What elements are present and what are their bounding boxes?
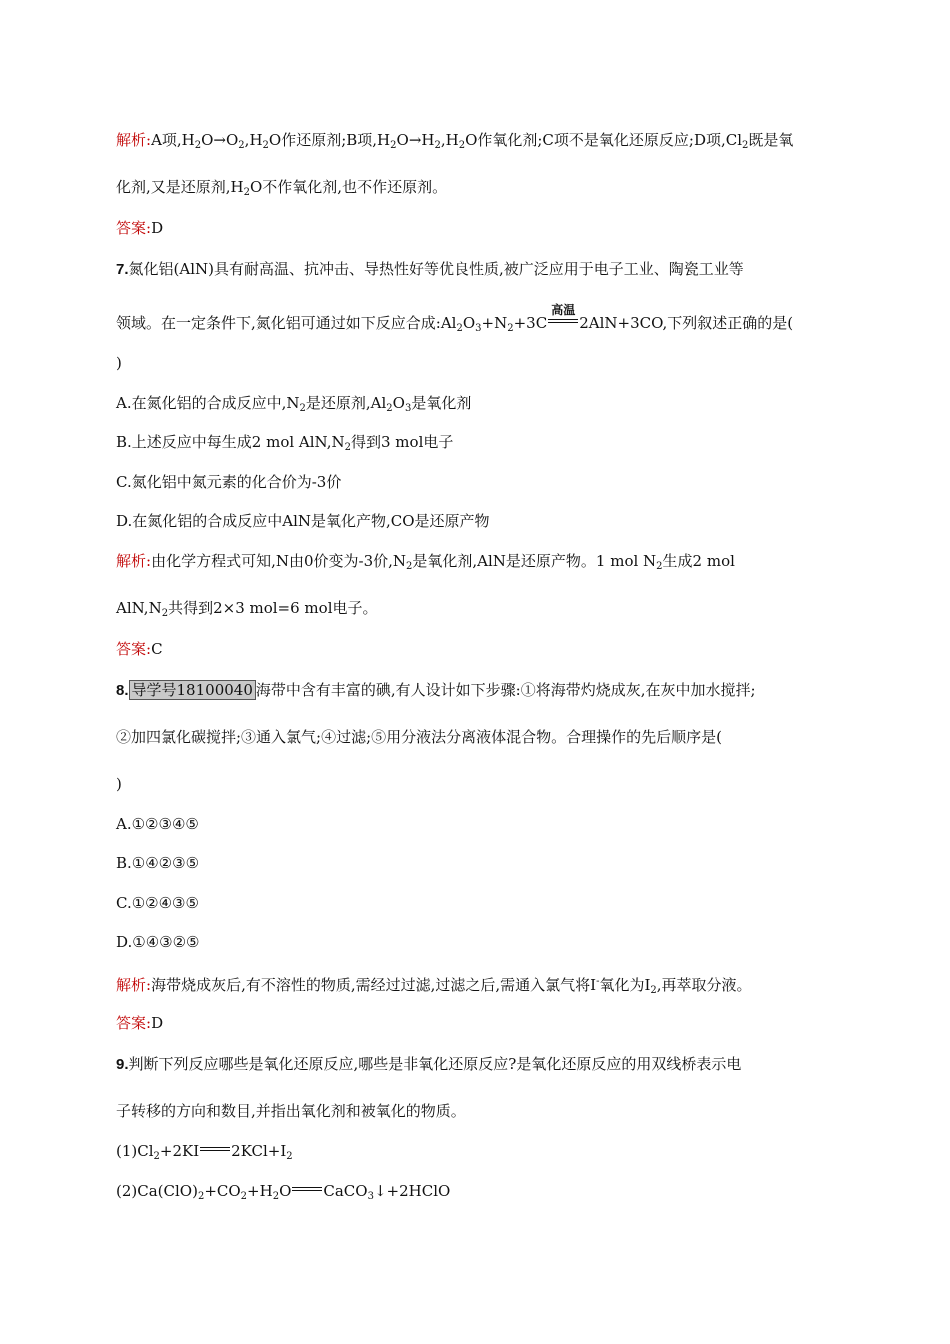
question-number: 7. [116, 261, 129, 278]
q9-stem-line-1: 9.判断下列反应哪些是氧化还原反应,哪些是非氧化还原反应?是氧化还原反应的用双线桥表示电 [116, 1055, 742, 1073]
answer-label: 答案: [116, 1014, 152, 1032]
analysis-label: 解析: [116, 131, 152, 149]
q7-stem-line-3: ) [116, 354, 122, 372]
answer-value: D [151, 219, 164, 237]
question-number: 8. [116, 682, 129, 699]
answer-label: 答案: [116, 219, 152, 237]
answer-value: D [151, 1014, 164, 1032]
q7-answer [116, 638, 163, 660]
q9-equation-1: $(1)Cl_2+2KI$ $2KCl+I_2$ [116, 1142, 293, 1162]
question-number: 9. [116, 1056, 129, 1073]
q6-analysis-line-1: 解析:A项$,H_2O\to O_2,H_2O$作还原剂;B项$,H_2O\to H_2,H_2O$作氧化剂;C项不是氧化还原反应;D项$,Cl_2$既是氧 [116, 131, 794, 151]
q7-option-b: B.上述反应中每生成2 mol $AlN,N_2$得到3 mol电子 [116, 433, 454, 453]
q8-stem-line-3: ) [116, 775, 122, 793]
analysis-label: 解析: [116, 552, 152, 570]
q7-stem-line-1: 7.氮化铝(AlN)具有耐高温、抗冲击、导热性好等优良性质,被广泛应用于电子工业、陶瓷工业等 [116, 260, 744, 278]
q6-analysis-line-2: 化剂,又是还原剂$,H_2O$不作氧化剂,也不作还原剂。 [116, 178, 448, 198]
reaction-condition: 高温 [551, 303, 576, 317]
q8-option-d: D.①④③②⑤ [116, 933, 200, 951]
q8-answer [116, 1012, 163, 1034]
guide-number-link[interactable]: 导学号18100040 [129, 680, 256, 700]
q8-stem-line-2: ②加四氯化碳搅拌;③通入氯气;④过滤;⑤用分液法分离液体混合物。合理操作的先后顺序是( [116, 728, 723, 746]
q7-option-a: A.在氮化铝的合成反应中$,N_2$是还原剂$,Al_2O_3$是氧化剂 [116, 394, 472, 414]
analysis-label: 解析: [116, 976, 152, 994]
reaction-equals-sign [292, 1184, 322, 1194]
q9-stem-line-2: 子转移的方向和数目,并指出氧化剂和被氧化的物质。 [116, 1102, 466, 1120]
q8-option-b: B.①④②③⑤ [116, 854, 200, 872]
q8-analysis: 解析:海带烧成灰后,有不溶性的物质,需经过过滤,过滤之后,需通入氯气将I-氧化为$I_2$,再萃取分液。 [116, 976, 752, 996]
reaction-equals-sign [548, 303, 578, 326]
q9-equation-2: $(2)Ca(ClO)_2+CO_2+H_2O$ CaCO$_3$↓+2HClO [116, 1182, 451, 1202]
q7-option-c: C.氮化铝中氮元素的化合价为-3价 [116, 473, 342, 491]
answer-label: 答案: [116, 640, 152, 658]
q7-option-d: D.在氮化铝的合成反应中AlN是氧化产物,CO是还原产物 [116, 512, 490, 530]
q8-option-a: A.①②③④⑤ [116, 815, 199, 833]
q7-stem-line-2: 领域。在一定条件下,氮化铝可通过如下反应合成$:Al_2O_3+N_2+3C$ 高温 2AlN+3CO,下列叙述正确的是( [116, 312, 793, 340]
q8-option-c: C.①②④③⑤ [116, 894, 199, 912]
answer-value: C [151, 640, 163, 658]
q6-answer [116, 217, 163, 239]
reaction-equals-sign [200, 1144, 230, 1154]
q7-analysis-line-2: $AlN,N_2$共得到2×3 mol=6 mol电子。 [116, 599, 378, 619]
q7-analysis-line-1: 解析:由化学方程式可知,N由0价变为-3价$,N_2$是氧化剂,AlN是还原产物。1 mol $N_2$生成2 mol [116, 552, 735, 572]
q8-stem-line-1: 8. 导学号18100040 海带中含有丰富的碘,有人设计如下步骤:①将海带灼烧成灰,在灰中加水搅拌; [116, 681, 756, 699]
